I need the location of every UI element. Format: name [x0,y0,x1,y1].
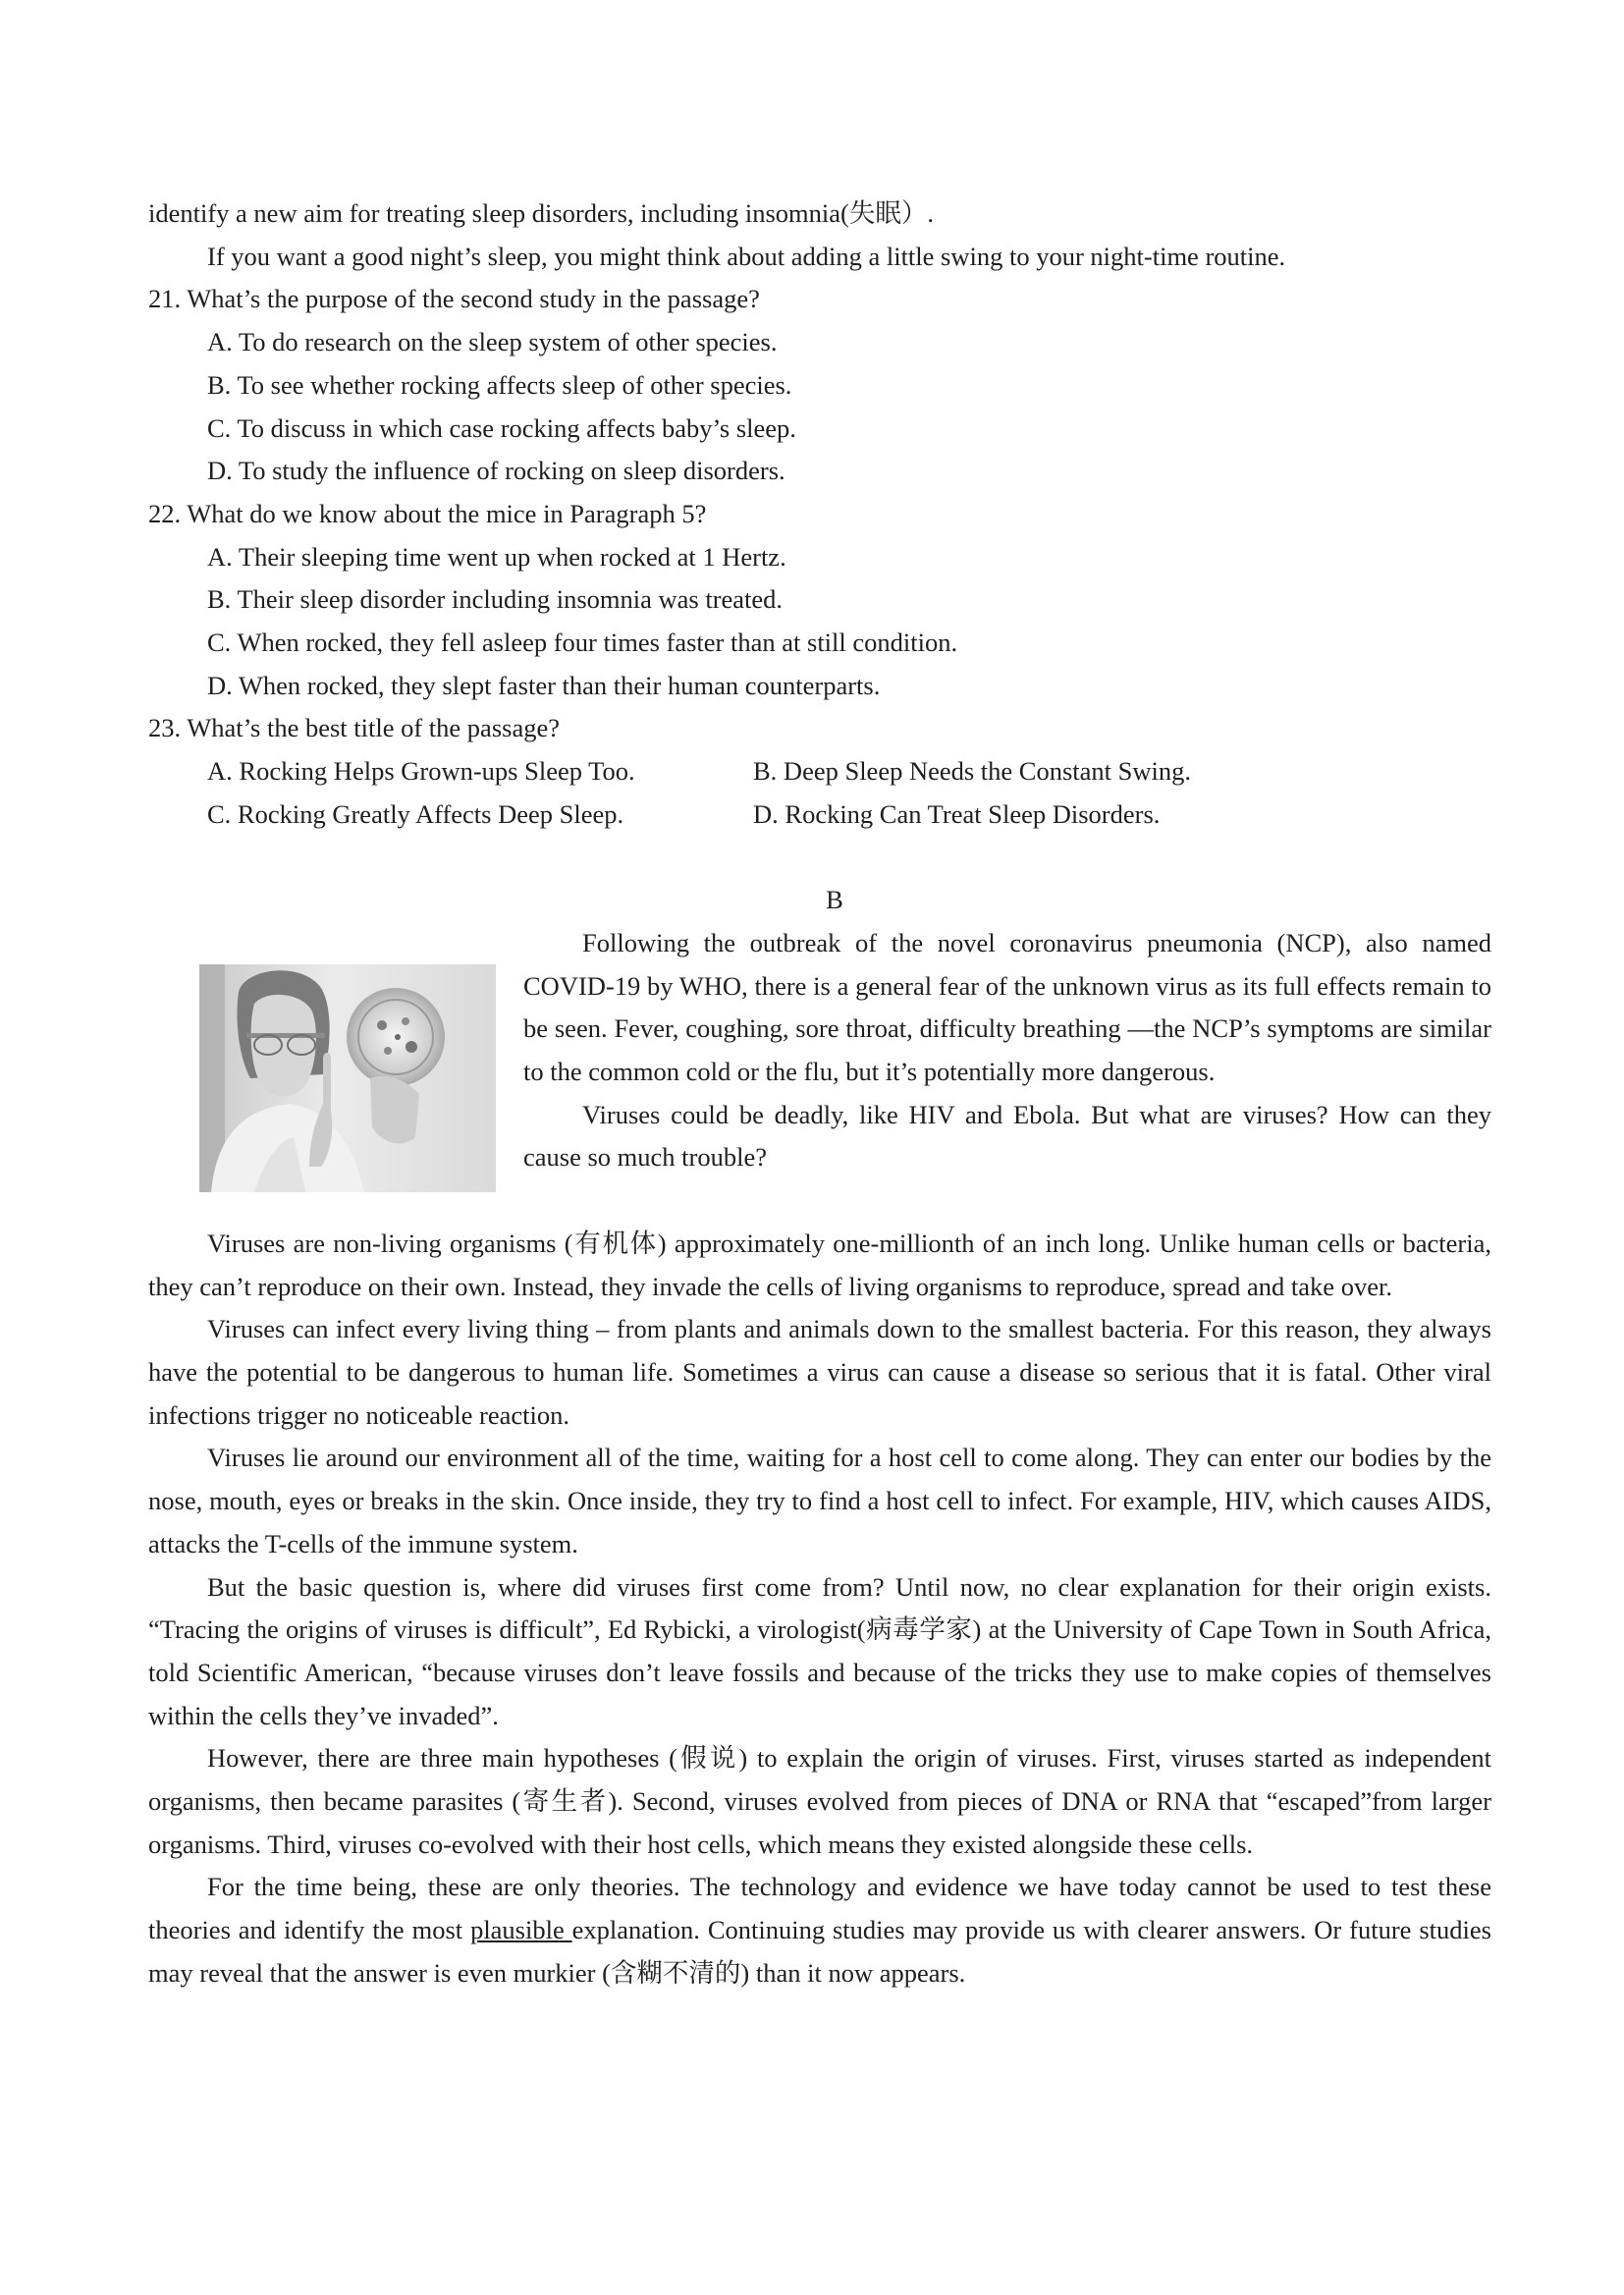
option-b: B. To see whether rocking affects sleep of other species. [207,369,792,400]
question-stem: 23. What’s the best title of the passage? [148,713,560,743]
option-a: A. Their sleeping time went up when rocked at 1 Hertz. [207,541,786,572]
options-row-cd [148,793,1491,837]
option-d: D. To study the influence of rocking on sleep disorders. [207,456,785,486]
question-22 [148,493,1491,708]
intro-text [523,922,1491,1179]
option-b: B. Deep Sleep Needs the Constant Swing. [753,756,1192,787]
option-c: C. Rocking Greatly Affects Deep Sleep. [207,798,624,829]
option-a: A. To do research on the sleep system of other species. [207,327,778,357]
paragraph-6: But the basic question is, where did viruses first come from? Until now, no clear explanation for their origin exists. “Tracing the origins of viruses is difficult”, Ed Rybicki, a virologist(病毒学家) at the University of Cape Town in South Africa, told Scientific American, “because viruses don’t leave fossils and because of the tricks they use to make copies of themselves within the cells they’ve invaded”. [148,1571,1491,1730]
option-a: A. Rocking Helps Grown-ups Sleep Too. [207,756,635,787]
passage-a-continuation: identify a new aim for treating sleep disorders, including insomnia(失眠）. [148,198,934,228]
option-c: C. When rocked, they fell asleep four times faster than at still condition. [207,628,958,658]
paragraph-7: However, there are three main hypotheses (假说) to explain the origin of viruses. First, viruses started as independent organisms, then became parasites (寄生者). Second, viruses evolved from pieces of DNA or RNA that “escaped”from larger organisms. Third, viruses co-evolved with their host cells, which means they existed alongside these cells. [148,1743,1491,1859]
question-stem: 21. What’s the purpose of the second study in the passage? [148,284,760,314]
passage-b-intro [148,922,1491,1223]
intro-paragraph-2: Viruses could be deadly, like HIV and Ebola. But what are viruses? How can they cause so much trouble? [523,1099,1491,1173]
intro-paragraph-1: Following the outbreak of the novel coronavirus pneumonia (NCP), also named COVID-19 by WHO, there is a general fear of the unknown virus as its full effects remain to be seen. Fever, coughing, sore throat, difficulty breathing —the NCP’s symptoms are similar to the common cold or the flu, but it’s potentially more dangerous. [523,927,1491,1087]
option-d: D. When rocked, they slept faster than their human counterparts. [207,670,881,700]
scientist-photo [199,964,496,1192]
passage-a-closing-line: If you want a good night’s sleep, you might think about adding a little swing to your night-time routine. [207,241,1286,271]
option-d: D. Rocking Can Treat Sleep Disorders. [753,798,1161,829]
options-row-ab [148,750,1491,793]
section-label-b: B [826,885,843,915]
paragraph-8-after: explanation. Continuing studies may provide us with clearer answers. Or future studies may reveal that the answer is even murkier (含糊不清的) than it now appears. [148,1915,1491,1988]
paragraph-4: Viruses can infect every living thing – from plants and animals down to the smallest bacteria. For this reason, they always have the potential to be dangerous to human life. Sometimes a virus can cause a disease so serious that it is fatal. Other viral infections trigger no noticeable reaction. [148,1314,1491,1430]
paragraph-5: Viruses lie around our environment all of the time, waiting for a host cell to come along. They can enter our bodies by the nose, mouth, eyes or breaks in the skin. Once inside, they try to find a host cell to infect. For example, HIV, which causes AIDS, attacks the T-cells of the immune system. [148,1443,1491,1558]
option-c: C. To discuss in which case rocking affects baby’s sleep. [207,412,796,443]
question-21 [148,278,1491,493]
paragraph-3: Viruses are non-living organisms (有机体) approximately one-millionth of an inch long. Unlike human cells or bacteria, they can’t reproduce on their own. Instead, they invade the cells of living organisms to reproduce, spread and take over. [148,1228,1491,1301]
question-stem: 22. What do we know about the mice in Paragraph 5? [148,498,707,528]
question-23 [148,707,1491,836]
paragraph-8 [148,1866,1491,1994]
page-content [148,192,1491,1995]
paragraph-8-before: For the time being, these are only theories. The technology and evidence we have today cannot be used to test these theories and identify the most [148,1872,1491,1945]
underlined-word-plausible: plausible [470,1915,572,1945]
option-b: B. Their sleep disorder including insomnia was treated. [207,584,784,615]
